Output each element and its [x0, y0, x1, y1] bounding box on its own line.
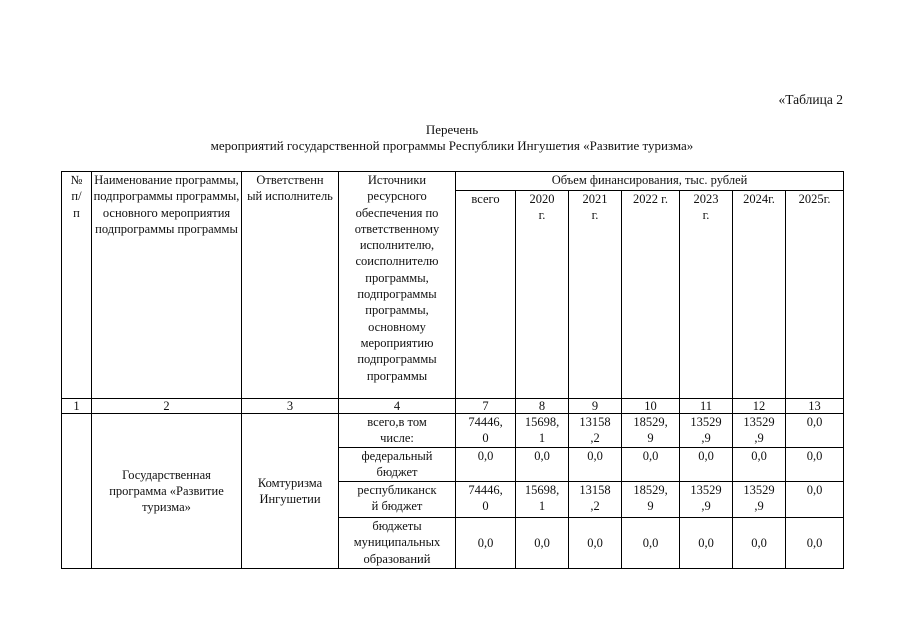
value-2025: 0,0	[786, 482, 844, 518]
column-number: 4	[339, 399, 456, 414]
header-year-2023: 2023 г.	[680, 191, 733, 399]
program-number	[62, 414, 92, 569]
value-2023: 13529 ,9	[680, 414, 733, 448]
header-executor: Ответственн ый исполнитель	[242, 172, 339, 399]
header-name: Наименование программы, подпрограммы программы, основного мероприятия подпрограммы программы	[92, 172, 242, 399]
table-reference: «Таблица 2	[778, 92, 843, 107]
value-2024: 0,0	[733, 448, 786, 482]
source-republican: республиканск й бюджет	[339, 482, 456, 518]
program-name: Государственная программа «Развитие туризма»	[92, 414, 242, 569]
column-number: 7	[456, 399, 516, 414]
value-2022: 18529, 9	[622, 414, 680, 448]
column-number: 3	[242, 399, 339, 414]
value-2020: 0,0	[516, 448, 569, 482]
activities-table	[61, 171, 844, 569]
document-title	[61, 122, 843, 154]
value-2022: 0,0	[622, 518, 680, 569]
value-total: 74446, 0	[456, 482, 516, 518]
source-total: всего,в том числе:	[339, 414, 456, 448]
source-federal: федеральный бюджет	[339, 448, 456, 482]
header-total: всего	[456, 191, 516, 399]
value-2021: 0,0	[569, 518, 622, 569]
source-municipal: бюджеты муниципальных образований	[339, 518, 456, 569]
program-executor: Комтуризма Ингушетии	[242, 414, 339, 569]
header-number: № п/ п	[62, 172, 92, 399]
header-funding: Объем финансирования, тыс. рублей	[456, 172, 844, 191]
value-2024: 13529 ,9	[733, 414, 786, 448]
value-2023: 0,0	[680, 448, 733, 482]
column-number: 11	[680, 399, 733, 414]
column-number: 1	[62, 399, 92, 414]
value-total: 74446, 0	[456, 414, 516, 448]
title-line-2: мероприятий государственной программы Республики Ингушетия «Развитие туризма»	[210, 138, 694, 153]
title-line-1: Перечень	[425, 122, 479, 137]
value-2022: 0,0	[622, 448, 680, 482]
value-2025: 0,0	[786, 518, 844, 569]
header-sources: Источники ресурсного обеспечения по ответственному исполнителю, соисполнителю программы, подпрограммы программы, основному мероприятию подпрограммы программы	[339, 172, 456, 399]
column-number: 13	[786, 399, 844, 414]
value-2021: 0,0	[569, 448, 622, 482]
value-2025: 0,0	[786, 448, 844, 482]
value-total: 0,0	[456, 518, 516, 569]
value-2020: 15698, 1	[516, 482, 569, 518]
value-2024: 13529 ,9	[733, 482, 786, 518]
value-2022: 18529, 9	[622, 482, 680, 518]
column-number: 2	[92, 399, 242, 414]
value-2024: 0,0	[733, 518, 786, 569]
value-2023: 13529 ,9	[680, 482, 733, 518]
value-2020: 0,0	[516, 518, 569, 569]
value-2021: 13158 ,2	[569, 482, 622, 518]
column-number: 9	[569, 399, 622, 414]
header-year-2022: 2022 г.	[622, 191, 680, 399]
header-year-2024: 2024г.	[733, 191, 786, 399]
column-number: 12	[733, 399, 786, 414]
header-year-2025: 2025г.	[786, 191, 844, 399]
table-row	[62, 414, 844, 448]
value-2021: 13158 ,2	[569, 414, 622, 448]
header-year-2020: 2020 г.	[516, 191, 569, 399]
value-total: 0,0	[456, 448, 516, 482]
column-number: 10	[622, 399, 680, 414]
column-number-row	[62, 399, 844, 414]
header-year-2021: 2021 г.	[569, 191, 622, 399]
value-2020: 15698, 1	[516, 414, 569, 448]
value-2023: 0,0	[680, 518, 733, 569]
value-2025: 0,0	[786, 414, 844, 448]
column-number: 8	[516, 399, 569, 414]
